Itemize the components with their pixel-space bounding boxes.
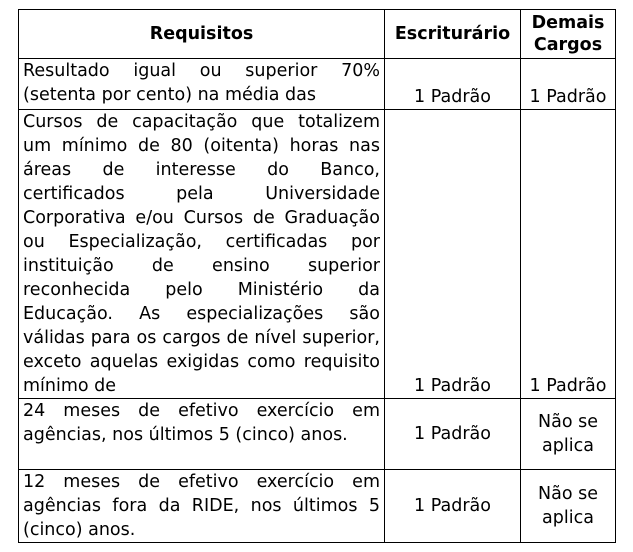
header-row [19, 10, 616, 59]
requirements-table [18, 9, 616, 543]
header-escriturario: Escriturário [385, 10, 521, 59]
escriturario-cell: 1 Padrão [385, 470, 521, 543]
header-demais-cargos: Demais Cargos [521, 10, 616, 59]
escriturario-cell: 1 Padrão [385, 110, 521, 399]
table-row [19, 110, 616, 399]
table-row [19, 399, 616, 470]
table-row [19, 59, 616, 110]
demais-cargos-cell: Não se aplica [521, 399, 616, 470]
requisito-cell: 12 meses de efetivo exercício em agências fora da RIDE, nos últimos 5 (cinco) anos. [19, 470, 385, 543]
header-requisitos: Requisitos [19, 10, 385, 59]
requisito-cell: 24 meses de efetivo exercício em agências, nos últimos 5 (cinco) anos. [19, 399, 385, 470]
escriturario-cell: 1 Padrão [385, 399, 521, 470]
demais-cargos-cell: 1 Padrão [521, 110, 616, 399]
escriturario-cell: 1 Padrão [385, 59, 521, 110]
demais-cargos-cell: 1 Padrão [521, 59, 616, 110]
requisito-cell: Cursos de capacitação que totalizem um mínimo de 80 (oitenta) horas nas áreas de interesse do Banco, certificados pela Universidade Corporativa e/ou Cursos de Graduação ou Especialização, certificadas por instituição de ensino superior reconhecida pelo Ministério da Educação. As especializações são válidas para os cargos de nível superior, exceto aquelas exigidas como requisito mínimo de [19, 110, 385, 399]
table-row [19, 470, 616, 543]
requisito-cell: Resultado igual ou superior 70% (setenta por cento) na média das [19, 59, 385, 110]
demais-cargos-cell: Não se aplica [521, 470, 616, 543]
